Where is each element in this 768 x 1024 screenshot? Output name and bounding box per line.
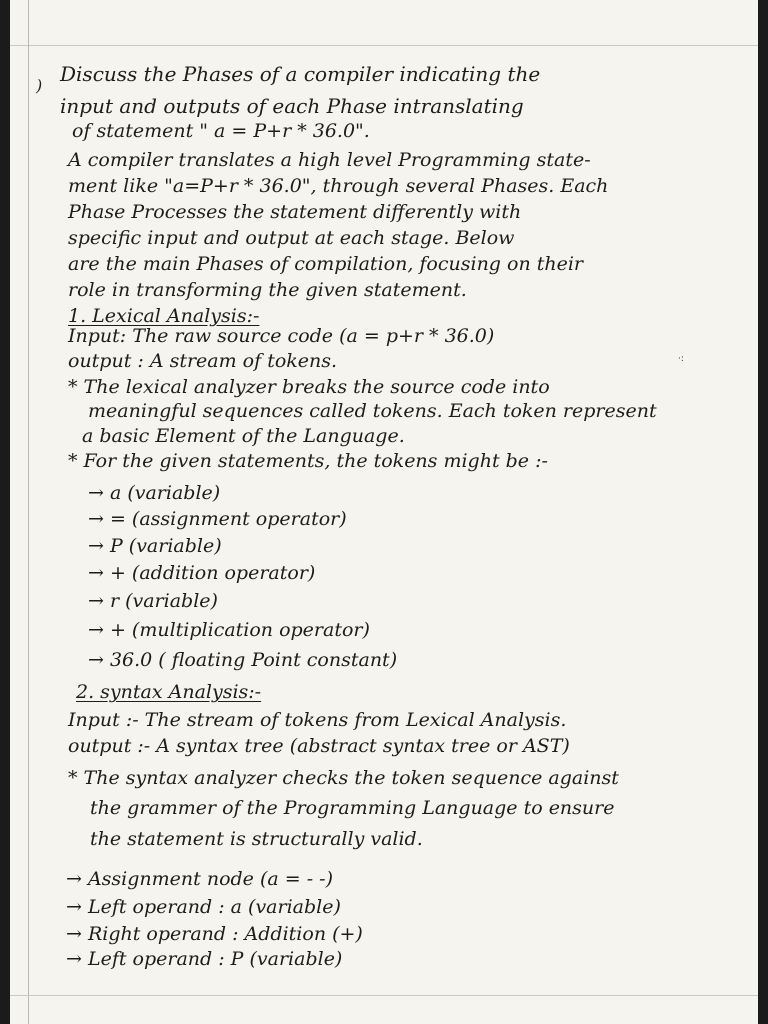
token-item: → 36.0 ( floating Point constant) — [88, 649, 398, 671]
section-input: Input: The raw source code (a = p+r * 36.0) — [68, 325, 495, 347]
question-line: of statement " a = P+r * 36.0". — [72, 120, 370, 142]
tree-item: → Left operand : P (variable) — [66, 948, 343, 970]
section-input: Input :- The stream of tokens from Lexical Analysis. — [68, 709, 567, 731]
tree-item: → Right operand : Addition (+) — [66, 923, 363, 945]
bullet-line: the grammer of the Programming Language to ensure — [90, 797, 615, 819]
token-item: → P (variable) — [88, 535, 222, 557]
notebook-page — [10, 0, 758, 1024]
section-output: output :- A syntax tree (abstract syntax tree or AST) — [68, 735, 570, 757]
tree-item: → Assignment node (a = - -) — [66, 868, 333, 890]
bullet-line: meaningful sequences called tokens. Each token represent — [88, 400, 657, 422]
token-item: → + (addition operator) — [88, 562, 316, 584]
page-top-rule — [10, 45, 758, 46]
question-line: Discuss the Phases of a compiler indicating the — [60, 62, 541, 86]
intro-line: specific input and output at each stage. Below — [68, 227, 515, 249]
intro-line: are the main Phases of compilation, focusing on their — [68, 253, 584, 275]
token-item: → r (variable) — [88, 590, 218, 612]
section-output: output : A stream of tokens. — [68, 350, 338, 372]
intro-line: ment like "a=P+r * 36.0", through several Phases. Each — [68, 175, 609, 197]
page-bottom-rule — [10, 995, 758, 996]
section-heading: 2. syntax Analysis:- — [76, 681, 262, 703]
token-item: → + (multiplication operator) — [88, 619, 370, 641]
intro-line: Phase Processes the statement differently with — [68, 201, 522, 223]
bullet-line: * For the given statements, the tokens might be :- — [68, 450, 548, 472]
token-item: → a (variable) — [88, 482, 221, 504]
tree-item: → Left operand : a (variable) — [66, 896, 341, 918]
bullet-line: a basic Element of the Language. — [82, 425, 405, 447]
question-number: ) — [36, 76, 43, 95]
bullet-line: the statement is structurally valid. — [90, 828, 423, 850]
ink-mark: ·: — [678, 354, 684, 364]
bullet-line: * The syntax analyzer checks the token sequence against — [68, 767, 619, 789]
section-heading: 1. Lexical Analysis:- — [68, 305, 260, 327]
intro-line: role in transforming the given statement. — [68, 279, 467, 301]
bullet-line: * The lexical analyzer breaks the source code into — [68, 376, 550, 398]
token-item: → = (assignment operator) — [88, 508, 347, 530]
question-line: input and outputs of each Phase intranslating — [60, 94, 524, 118]
intro-line: A compiler translates a high level Programming state- — [68, 149, 591, 171]
page-margin-rule — [28, 0, 29, 1024]
